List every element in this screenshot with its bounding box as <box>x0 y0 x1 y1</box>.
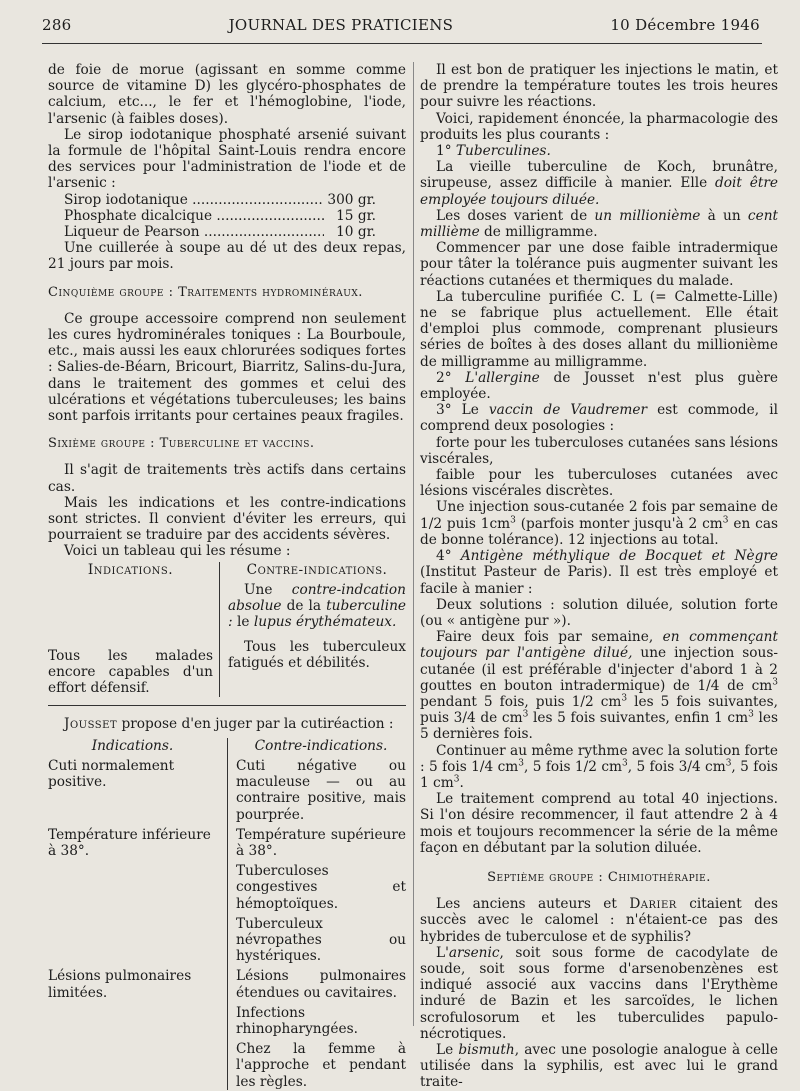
recipe-line <box>64 208 406 224</box>
text-run: les 5 fois suivantes, puis 3/4 de cm <box>420 693 778 727</box>
table-cell: Température inférieure à 38°. <box>48 823 228 859</box>
text-run: bismuth <box>458 1041 515 1058</box>
table-cell: Tuberculeux névropathes ou hystériques. <box>236 915 406 965</box>
text-run: tuberculine : <box>228 598 406 631</box>
text-run: une injection sous-cutanée (il est préférable d'injecter d'abord 1 à 2 gouttes en bouton intradermique) de 1/4 de cm <box>420 645 778 694</box>
text-run: La vieille tuberculine de Koch, brunâtre, sirupeuse, assez difficile à manier. Elle <box>420 159 778 192</box>
paragraph: Il s'agit de traitements très actifs dans certains cas. <box>48 462 406 495</box>
text-run: les 5 dernières fois. <box>420 710 778 743</box>
table-cell <box>48 859 228 912</box>
paragraph <box>420 208 778 240</box>
page-header <box>42 16 760 42</box>
table-header-indications: Indications. <box>91 737 174 754</box>
paragraph: Deux solutions : solution diluée, solution forte (ou « antigène pur »). <box>420 596 778 629</box>
text-run: cent millième <box>420 207 779 241</box>
text-run: en cas de bonne tolérance). 12 injections au total. <box>420 515 779 548</box>
text-run: lupus érythémateux. <box>253 614 397 631</box>
table-cell: Tuberculoses congestives et hémoptoïques. <box>236 863 406 912</box>
text-run: Une <box>244 581 292 598</box>
text-run: propose d'en juger par la cutiréaction : <box>117 715 394 732</box>
journal-title: JOURNAL DES PRATICIENS <box>228 16 454 34</box>
text-run: contre-indcation absolue <box>228 581 406 615</box>
table-cell: Lésions pulmonaires étendues ou cavitaires. <box>236 968 406 1001</box>
paragraph <box>420 896 778 945</box>
paragraph <box>420 499 778 548</box>
text-run: 4° <box>436 548 461 565</box>
recipe-quantity: 15 gr. <box>336 207 376 224</box>
table-cell <box>48 912 228 965</box>
issue-date: 10 Décembre 1946 <box>610 16 760 34</box>
text-run: le <box>232 614 254 631</box>
recipe-list <box>48 192 406 241</box>
recipe-ingredient: Liqueur de Pearson ..... <box>64 224 324 240</box>
text-run: Faire deux fois par semaine, <box>436 629 663 646</box>
text-run: de Jousset n'est plus guère employée. <box>420 369 779 403</box>
paragraph <box>420 629 778 742</box>
superscript: 3 <box>518 758 524 769</box>
recipe-line <box>64 224 406 240</box>
text-run: , avec une posologie analogue à celle utilisée dans la syphilis, est avec lui le grand traite- <box>420 1041 779 1091</box>
paragraph: de foie de morue (agissant en somme comme source de vitamine D) les glycéro-phosphates de calcium, etc..., le fer et l'hémoglobine, l'iode, l'arsenic (à faibles doses). <box>48 62 406 127</box>
item-number: 1° <box>436 143 452 160</box>
superscript: 3 <box>621 693 628 704</box>
text-run: de milligramme. <box>479 224 598 241</box>
table-cell-text: Tous les malades encore capables d'un effort défensif. <box>48 647 213 697</box>
indications-table <box>48 562 406 697</box>
table-cell <box>48 738 228 758</box>
table-header-indications: Indications. <box>87 561 174 578</box>
table-cell: Lésions pulmonaires limitées. <box>48 964 228 1000</box>
superscript: 3 <box>725 758 732 769</box>
text-run: Le <box>436 1041 459 1058</box>
table-cell: Température supérieure à 38°. <box>236 826 406 859</box>
superscript: 3 <box>772 677 778 688</box>
text-run: arsenic <box>448 944 500 961</box>
table-cell <box>220 562 406 697</box>
recipe-quantity: 10 gr. <box>336 224 376 241</box>
paragraph <box>420 370 778 402</box>
paragraph: La tuberculine purifiée C. L (= Calmette-Lille) ne se fabrique plus actuellement. Elle était d'emploi plus commode, comprenant plusieurs séries de boîtes à des doses allant du millionième de milligramme au milligramme. <box>420 288 778 370</box>
superscript: 3 <box>748 709 754 720</box>
table-cell <box>48 1001 228 1037</box>
paragraph <box>420 945 778 1042</box>
table-cell <box>228 738 406 758</box>
paragraph: faible pour les tuberculoses cutanées avec lésions viscérales discrètes. <box>420 467 778 500</box>
left-column <box>48 62 406 1090</box>
text-run: Une injection sous-cutanée 2 fois par semaine de 1/2 puis 1cm <box>420 499 778 532</box>
superscript: 3 <box>453 774 460 785</box>
cutireaction-table <box>48 738 406 1090</box>
paragraph <box>420 402 778 434</box>
paragraph: Voici, rapidement énoncée, la pharmacologie des produits les plus courants : <box>420 110 778 143</box>
section-heading-5: Cinquième groupe : Traitements hydrominéraux. <box>48 284 363 300</box>
table-cell: Cuti normalement positive. <box>48 758 228 823</box>
table-cell-text: Tous les tuberculeux fatigués et débilités. <box>228 638 406 671</box>
paragraph: forte pour les tuberculoses cutanées sans lésions viscérales, <box>420 434 778 467</box>
text-run: , 5 fois 1/2 cm <box>523 758 622 775</box>
paragraph: Commencer par une dose faible intradermique pour tâter la tolérance puis augmenter suivant les réactions cutanées et thermiques du malade. <box>420 240 778 289</box>
table-cell-text <box>228 582 406 631</box>
table-spacer <box>48 582 213 648</box>
header-rule <box>42 43 762 44</box>
recipe-ingredient: Phosphate dicalcique ..... <box>64 208 324 224</box>
text-run: . <box>459 774 464 791</box>
text-run: un millionième <box>594 207 701 224</box>
paragraph <box>48 716 406 732</box>
paragraph <box>420 548 778 597</box>
column-divider <box>413 62 414 1026</box>
section-heading-6: Sixième groupe : Tuberculine et vaccins. <box>48 436 315 452</box>
author-name: Darier <box>629 896 677 913</box>
text-run: 2° <box>436 369 466 386</box>
text-run: pendant 5 fois, puis 1/2 cm <box>420 693 622 710</box>
text-run: , 5 fois 1 cm <box>420 758 778 791</box>
text-run: Les doses varient de <box>436 207 595 224</box>
table-header-contraindications: Contre-indications. <box>246 561 388 578</box>
paragraph: Mais les indications et les contre-indications sont strictes. Il convient d'éviter les erreurs, qui pourraient se traduire par des accidents sévères. <box>48 494 406 544</box>
paragraph: Le sirop iodotanique phosphaté arsenié suivant la formule de l'hôpital Saint-Louis rendra encore des services pour l'administration de l'iode et de l'arsenic : <box>48 126 406 192</box>
text-run: (parfois monter jusqu'à 2 cm <box>515 515 723 532</box>
author-name: Jousset <box>64 715 118 732</box>
text-run: à un <box>700 207 748 224</box>
text-run: L' <box>436 944 449 961</box>
paragraph <box>420 159 778 208</box>
table-cell: Infections rhinopharyngées. <box>236 1004 358 1037</box>
right-column <box>420 62 778 1091</box>
text-run: de la <box>281 598 327 615</box>
text-run: est commode, il comprend deux posologies : <box>420 402 778 435</box>
table-cell: Cuti négative ou maculeuse — ou au contraire positive, mais pourprée. <box>236 757 406 823</box>
paragraph: Ce groupe accessoire comprend non seulement les cures hydrominérales toniques : La Bourboule, etc., mais aussi les eaux chlorurées sodiques fortes : Salies-de-Béarn, Bricourt, Biarritz, Salins-du-Jura, dans le traitement des gommes et celui des ulcérations et végétations tuberculeuses; les bains sont parfois irritants pour certaines peaux fragiles. <box>48 310 406 425</box>
table-cell <box>48 562 220 697</box>
text-run: Continuer au même rythme avec la solution forte : 5 fois 1/4 cm <box>420 742 778 775</box>
paragraph: Voici un tableau qui les résume : <box>64 543 291 560</box>
text-run: (Institut Pasteur de Paris). Il est très employé et facile à manier : <box>420 564 778 597</box>
text-run: Les anciens auteurs et <box>436 896 630 913</box>
table-header-contraindications: Contre-indications. <box>254 737 388 754</box>
text-run: 3° Le <box>436 402 489 419</box>
table-cell: Chez la femme à l'approche et pendant les règles. <box>236 1041 406 1090</box>
superscript: 3 <box>522 709 529 720</box>
section-rule <box>48 705 406 706</box>
text-run: , 5 fois 3/4 cm <box>627 758 726 775</box>
text-run: L'allergine <box>465 369 540 386</box>
table-spacer <box>228 631 406 639</box>
superscript: 3 <box>621 758 628 769</box>
table-cell <box>48 1037 228 1090</box>
text-run: doit être employée toujours diluée. <box>420 175 778 208</box>
paragraph: Il est bon de pratiquer les injections le matin, et de prendre la température toutes les trois heures pour suivre les réactions. <box>420 62 778 111</box>
paragraph: Une cuillerée à soupe au dé ut des deux repas, 21 jours par mois. <box>48 240 406 273</box>
item-title: Tuberculines. <box>455 143 551 160</box>
recipe-ingredient: Sirop iodotanique ..... <box>64 192 324 208</box>
paragraph: Le traitement comprend au total 40 injections. Si l'on désire recommencer, il faut attendre 2 à 4 mois et toujours recommencer la série de la même façon en débutant par la solution diluée. <box>420 791 778 856</box>
recipe-line <box>64 192 406 208</box>
superscript: 3 <box>722 515 729 526</box>
paragraph <box>420 1042 778 1091</box>
page-number: 286 <box>42 16 72 34</box>
text-run: , soit sous forme de cacodylate de soude, soit sous forme d'arsenobenzènes est indiqué associé aux vaccins dans l'Erythème induré de Bazin et les sarcoïdes, le lichen scrofulosorum et les tuberculides papulo-nécrotiques. <box>420 944 778 1042</box>
paragraph <box>420 743 778 792</box>
list-heading <box>420 143 778 159</box>
text-run: Antigène méthylique de Bocquet et Nègre <box>460 548 778 565</box>
recipe-quantity: 300 gr. <box>327 191 376 208</box>
text-run: vaccin de Vaudremer <box>488 402 648 419</box>
text-run: les 5 fois suivantes, enfin 1 cm <box>528 710 749 727</box>
superscript: 3 <box>510 515 516 526</box>
text-run: en commençant toujours par l'antigène dilué, <box>420 629 778 662</box>
text-run: citaient des succès avec le calomel : n'étaient-ce pas des hybrides de tuberculose et de syphilis? <box>420 896 778 945</box>
section-heading-7: Septième groupe : Chimiothérapie. <box>487 869 711 885</box>
